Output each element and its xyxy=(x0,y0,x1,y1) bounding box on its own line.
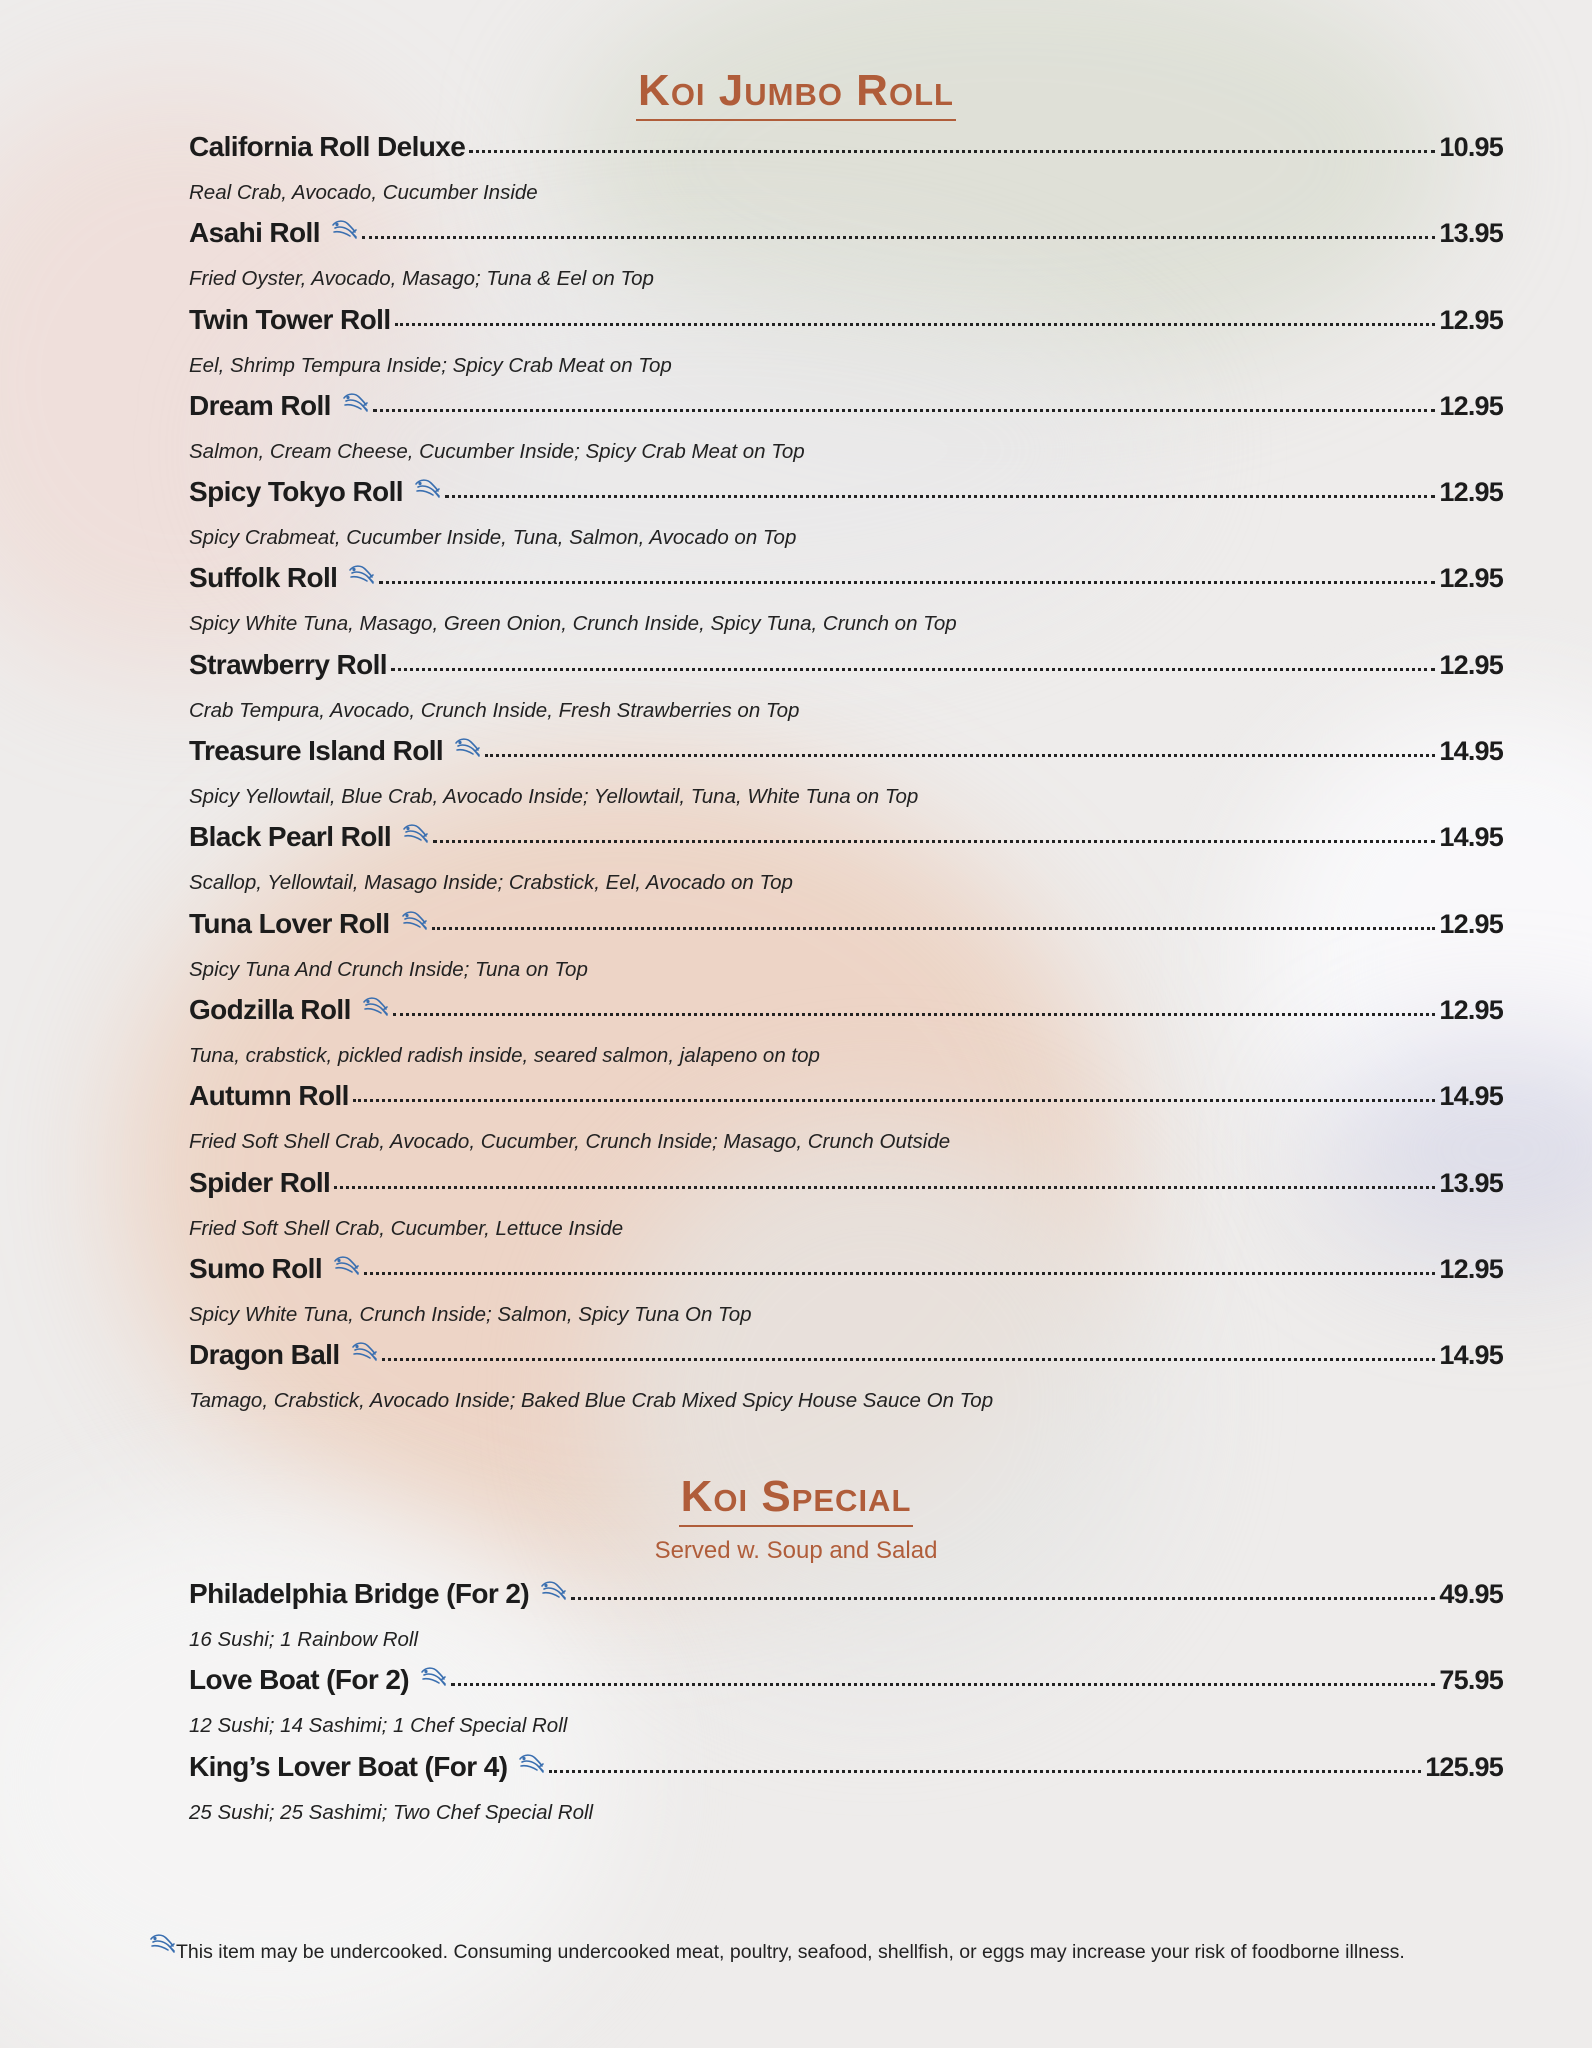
section-title-jumbo-roll: Koi Jumbo Roll xyxy=(0,66,1592,121)
menu-item xyxy=(189,1080,1503,1166)
menu-item-name: Twin Tower Roll xyxy=(189,303,391,335)
raw-fish-icon xyxy=(341,391,369,415)
menu-item-name: Godzilla Roll xyxy=(189,993,351,1025)
dot-leader xyxy=(549,1769,1421,1773)
menu-item-description: Spicy Yellowtail, Blue Crab, Avocado Inside; Yellowtail, Tuna, White Tuna on Top xyxy=(189,785,919,809)
menu-item-row xyxy=(189,1664,1503,1706)
disclaimer-text: This item may be undercooked. Consuming undercooked meat, poultry, seafood, shellfish, or eggs may increase your risk of foodborne illness. xyxy=(176,1941,1405,1963)
menu-item xyxy=(189,1578,1503,1664)
menu-item-name: Spider Roll xyxy=(189,1166,331,1198)
dot-leader xyxy=(485,753,1435,757)
raw-fish-icon xyxy=(517,1752,545,1776)
dot-leader xyxy=(362,235,1436,239)
menu-item-row xyxy=(189,821,1503,863)
dot-leader xyxy=(393,1012,1436,1016)
raw-fish-icon xyxy=(361,995,389,1019)
menu-item-name: Treasure Island Roll xyxy=(189,735,444,767)
menu-item-row xyxy=(189,131,1503,173)
menu-item-description: Real Crab, Avocado, Cucumber Inside xyxy=(189,181,538,204)
raw-fish-icon xyxy=(330,218,358,242)
menu-item-name: Dragon Ball xyxy=(189,1339,340,1371)
menu-item-name: King’s Lover Boat (For 4) xyxy=(189,1750,508,1782)
menu-item xyxy=(189,908,1503,994)
menu-item xyxy=(189,994,1503,1080)
menu-item xyxy=(189,735,1503,821)
menu-item-price: 12.95 xyxy=(1439,994,1503,1025)
raw-fish-icon xyxy=(453,736,481,760)
menu-item xyxy=(189,1339,1503,1425)
menu-item-description: Salmon, Cream Cheese, Cucumber Inside; Spicy Crab Meat on Top xyxy=(189,439,805,463)
raw-fish-icon xyxy=(401,822,429,846)
menu-item-price: 12.95 xyxy=(1439,649,1503,680)
menu-item-description: Fried Oyster, Avocado, Masago; Tuna & Eel on Top xyxy=(189,267,654,291)
menu-item-row xyxy=(189,562,1503,604)
menu-item-name: Asahi Roll xyxy=(189,217,320,249)
menu-item-price: 12.95 xyxy=(1439,390,1503,421)
menu-item-description: Spicy White Tuna, Masago, Green Onion, Crunch Inside, Spicy Tuna, Crunch on Top xyxy=(189,612,957,636)
dot-leader xyxy=(469,149,1435,153)
menu-item-row xyxy=(189,1167,1503,1209)
raw-fish-icon xyxy=(332,1254,360,1278)
raw-fish-icon xyxy=(419,1665,447,1689)
menu-item-description: Tuna, crabstick, pickled radish inside, seared salmon, jalapeno on top xyxy=(189,1043,820,1067)
menu-item-price: 12.95 xyxy=(1439,477,1503,508)
section-title-koi-special: Koi Special xyxy=(0,1472,1592,1527)
menu-item-description: Crab Tempura, Avocado, Crunch Inside, Fresh Strawberries on Top xyxy=(189,698,800,722)
menu-item-price: 14.95 xyxy=(1439,736,1503,767)
menu-item-name: Black Pearl Roll xyxy=(189,821,392,853)
menu-item-name: Suffolk Roll xyxy=(189,562,338,594)
menu-item xyxy=(189,1167,1503,1253)
raw-fish-icon xyxy=(413,477,441,501)
menu-item-description: Spicy White Tuna, Crunch Inside; Salmon, Spicy Tuna On Top xyxy=(189,1302,752,1326)
menu-item-row xyxy=(189,735,1503,777)
raw-fish-icon xyxy=(148,1932,176,1956)
menu-item-row xyxy=(189,390,1503,432)
menu-item-row xyxy=(189,1578,1503,1620)
dot-leader xyxy=(334,1185,1435,1189)
menu-item-price: 13.95 xyxy=(1439,1167,1503,1198)
menu-item-row xyxy=(189,908,1503,950)
menu-item-price: 12.95 xyxy=(1439,563,1503,594)
menu-item-row xyxy=(189,649,1503,691)
menu-item-name: Philadelphia Bridge (For 2) xyxy=(189,1578,530,1609)
menu-item-price: 49.95 xyxy=(1439,1579,1503,1609)
menu-item-name: Love Boat (For 2) xyxy=(189,1664,410,1696)
menu-item-name: Tuna Lover Roll xyxy=(189,907,390,939)
menu-item-row xyxy=(189,1253,1503,1295)
dot-leader xyxy=(432,926,1436,930)
raw-fish-icon xyxy=(347,563,375,587)
raw-fish-icon xyxy=(350,1340,378,1364)
menu-list-koi-special xyxy=(189,1578,1503,1837)
menu-item-description: Spicy Crabmeat, Cucumber Inside, Tuna, Salmon, Avocado on Top xyxy=(189,526,797,550)
menu-item-description: Fried Soft Shell Crab, Cucumber, Lettuce Inside xyxy=(189,1216,624,1240)
raw-fish-icon xyxy=(400,909,428,933)
menu-item-row xyxy=(189,217,1503,259)
menu-item-name: Sumo Roll xyxy=(189,1252,323,1284)
menu-item-row xyxy=(189,1080,1503,1122)
menu-item xyxy=(189,304,1503,390)
menu-item-description: 25 Sushi; 25 Sashimi; Two Chef Special Roll xyxy=(189,1800,594,1824)
dot-leader xyxy=(571,1596,1435,1600)
raw-fish-icon xyxy=(539,1579,567,1603)
menu-item xyxy=(189,1664,1503,1750)
dot-leader xyxy=(395,322,1436,326)
undercooked-disclaimer xyxy=(148,1932,1405,1964)
menu-item-price: 12.95 xyxy=(1439,304,1503,335)
menu-item xyxy=(189,562,1503,648)
menu-item-price: 125.95 xyxy=(1425,1751,1503,1782)
menu-item xyxy=(189,217,1503,303)
menu-item xyxy=(189,649,1503,735)
menu-item-row xyxy=(189,994,1503,1036)
menu-item-description: Tamago, Crabstick, Avocado Inside; Baked Blue Crab Mixed Spicy House Sauce On Top xyxy=(189,1389,994,1413)
menu-item-name: Autumn Roll xyxy=(189,1080,349,1112)
dot-leader xyxy=(433,839,1435,843)
menu-item xyxy=(189,1751,1503,1837)
menu-item-price: 14.95 xyxy=(1439,822,1503,853)
section-subtitle: Served w. Soup and Salad xyxy=(654,1537,938,1564)
menu-item-description: 16 Sushi; 1 Rainbow Roll xyxy=(189,1628,419,1651)
menu-list-jumbo-roll xyxy=(189,131,1503,1425)
menu-item-name: Dream Roll xyxy=(189,389,331,421)
menu-item-price: 14.95 xyxy=(1439,1340,1503,1371)
menu-item-row xyxy=(189,1339,1503,1381)
menu-item-description: Spicy Tuna And Crunch Inside; Tuna on Top xyxy=(189,957,588,981)
dot-leader xyxy=(445,494,1436,498)
menu-item xyxy=(189,1253,1503,1339)
menu-item-price: 10.95 xyxy=(1439,132,1503,162)
menu-item-description: Eel, Shrimp Tempura Inside; Spicy Crab Meat on Top xyxy=(189,353,672,377)
dot-leader xyxy=(364,1271,1435,1275)
menu-item-row xyxy=(189,1751,1503,1793)
menu-item-description: Scallop, Yellowtail, Masago Inside; Crabstick, Eel, Avocado on Top xyxy=(189,871,793,895)
menu-item-price: 13.95 xyxy=(1439,218,1503,249)
menu-item-price: 12.95 xyxy=(1439,908,1503,939)
menu-item-row xyxy=(189,304,1503,346)
menu-item-description: Fried Soft Shell Crab, Avocado, Cucumber, Crunch Inside; Masago, Crunch Outside xyxy=(189,1130,951,1154)
menu-item xyxy=(189,821,1503,907)
menu-item-price: 75.95 xyxy=(1439,1665,1503,1696)
menu-item xyxy=(189,476,1503,562)
dot-leader xyxy=(353,1098,1436,1102)
dot-leader xyxy=(451,1682,1435,1686)
menu-item-price: 12.95 xyxy=(1439,1253,1503,1284)
menu-item-name: Strawberry Roll xyxy=(189,648,387,680)
menu-item-description: 12 Sushi; 14 Sashimi; 1 Chef Special Roll xyxy=(189,1714,568,1738)
menu-item xyxy=(189,131,1503,217)
dot-leader xyxy=(373,408,1436,412)
menu-item-row xyxy=(189,476,1503,518)
menu-item-price: 14.95 xyxy=(1439,1081,1503,1112)
menu-item xyxy=(189,390,1503,476)
dot-leader xyxy=(382,1357,1436,1361)
menu-item-name: Spicy Tokyo Roll xyxy=(189,476,403,508)
dot-leader xyxy=(379,580,1435,584)
dot-leader xyxy=(391,667,1435,671)
menu-item-name: California Roll Deluxe xyxy=(189,131,466,162)
